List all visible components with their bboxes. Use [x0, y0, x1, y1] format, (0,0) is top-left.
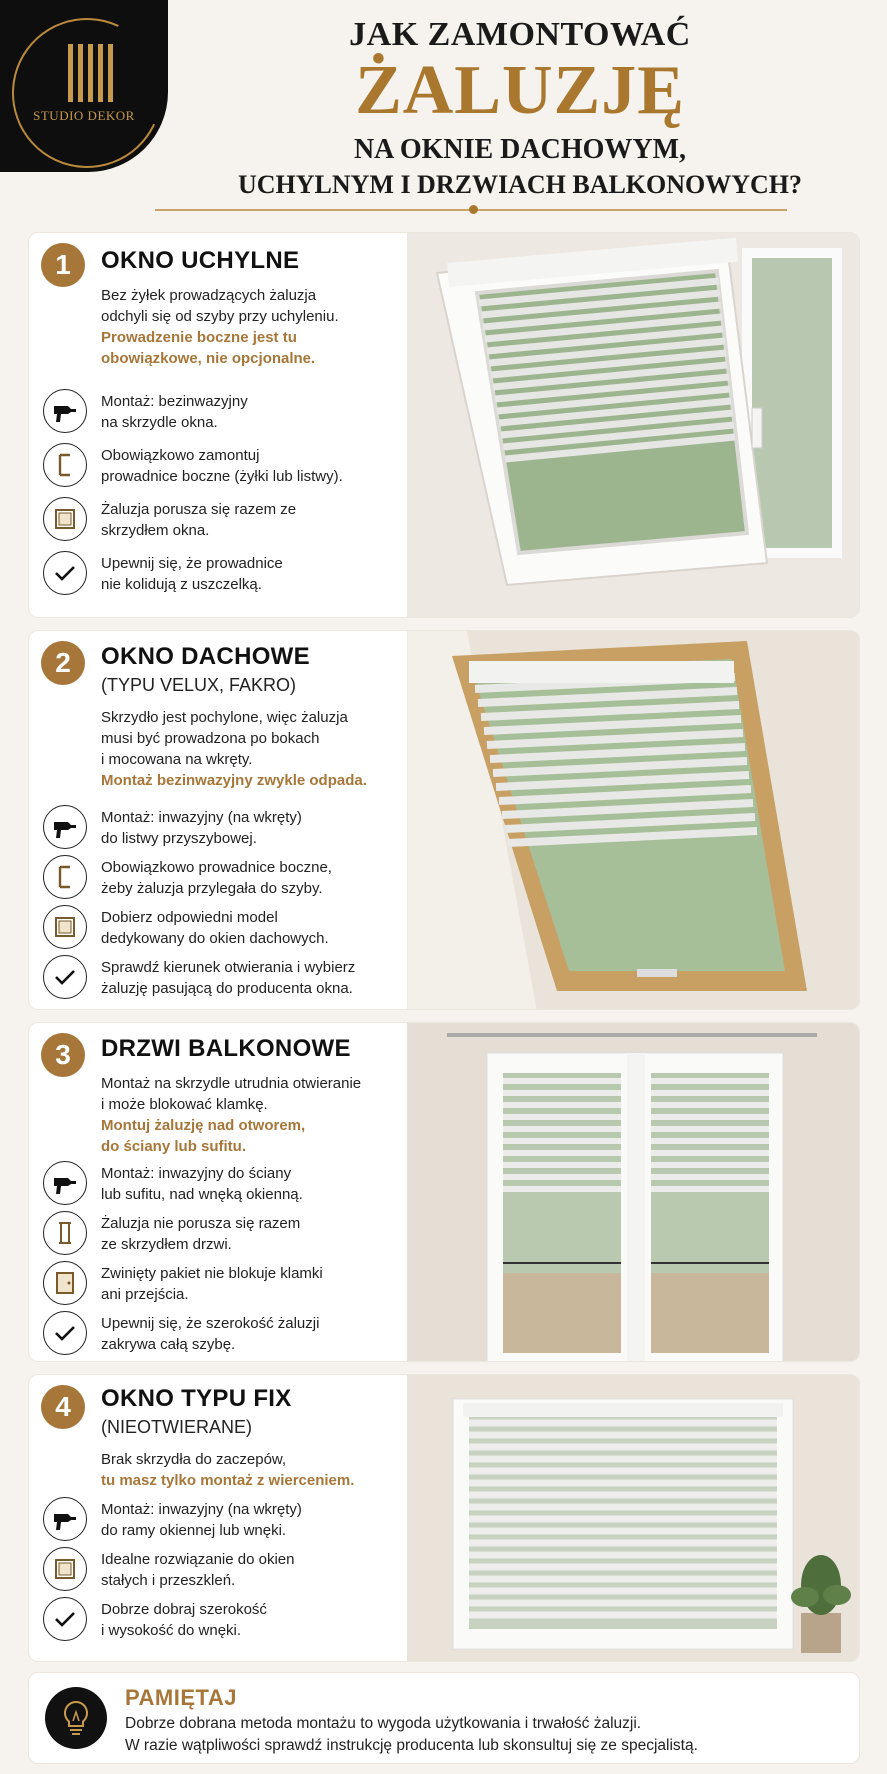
bullet-text: do ramy okiennej lub wnęki. — [101, 1522, 287, 1539]
section-card-3 — [28, 1022, 860, 1362]
highlight-line: obowiązkowe, nie opcjonalne. — [101, 350, 316, 367]
brand-name: STUDIO DEKOR — [33, 108, 135, 123]
remember-title: PAMIĘTAJ — [125, 1685, 237, 1710]
desc-line: odchyli się od szyby przy uchyleniu. — [101, 308, 339, 325]
highlight-line: Montaż bezinwazyjny zwykle odpada. — [101, 772, 367, 789]
bullet-item — [43, 853, 403, 901]
balcony-door-illustration — [407, 1023, 859, 1361]
bullet-item — [43, 1209, 403, 1257]
bullet-text: zakrywa całą szybę. — [101, 1336, 236, 1353]
bullet-text: Dobrze dobraj szerokość — [101, 1601, 267, 1618]
bullet-item — [43, 549, 403, 597]
bullet-text: Dobierz odpowiedni model — [101, 909, 278, 926]
bullet-item — [43, 1309, 403, 1357]
bullet-text: ani przejścia. — [101, 1286, 189, 1303]
section-heading: OKNO UCHYLNE — [101, 247, 300, 274]
drill-icon — [43, 389, 87, 433]
bullet-item — [43, 1495, 403, 1543]
bullet-text: Obowiązkowo prowadnice boczne, — [101, 859, 332, 876]
title-line-1: JAK ZAMONTOWAĆ — [349, 16, 691, 53]
bullet-text: Sprawdź kierunek otwierania i wybierz — [101, 959, 356, 976]
bullet-text: ze skrzydłem drzwi. — [101, 1236, 232, 1253]
desc-line: i może blokować klamkę. — [101, 1096, 268, 1113]
door-icon — [43, 1261, 87, 1305]
section-number: 1 — [41, 243, 85, 287]
highlight-line: tu masz tylko montaż z wierceniem. — [101, 1472, 355, 1489]
window-icon — [43, 1547, 87, 1591]
bullet-text: Montaż: inwazyjny do ściany — [101, 1165, 292, 1182]
bullet-text: i wysokość do wnęki. — [101, 1622, 242, 1639]
section-heading: DRZWI BALKONOWE — [101, 1035, 351, 1062]
bullet-text: Zwinięty pakiet nie blokuje klamki — [101, 1265, 323, 1282]
bullet-text: Obowiązkowo zamontuj — [101, 447, 260, 464]
lightbulb-icon — [45, 1687, 107, 1749]
highlight-line: Montuj żaluzję nad otworem, — [101, 1117, 306, 1134]
side-guide-icon — [43, 443, 87, 487]
bullet-item — [43, 1259, 403, 1307]
tilt-window-illustration — [407, 233, 859, 617]
section-number: 4 — [41, 1385, 85, 1429]
bullet-text: skrzydłem okna. — [101, 522, 210, 539]
brand-logo — [0, 0, 168, 172]
bullet-item — [43, 903, 403, 951]
drill-icon — [43, 1161, 87, 1205]
side-guide-icon — [43, 855, 87, 899]
highlight-line: do ściany lub sufitu. — [101, 1138, 247, 1155]
desc-line: Skrzydło jest pochylone, więc żaluzja — [101, 709, 348, 726]
drill-icon — [43, 1497, 87, 1541]
bullet-item — [43, 803, 403, 851]
check-icon — [43, 551, 87, 595]
section-heading: OKNO TYPU FIX — [101, 1385, 292, 1412]
desc-line: i mocowana na wkręty. — [101, 751, 253, 768]
bullet-text: nie kolidują z uszczelką. — [101, 576, 262, 593]
section-number: 2 — [41, 641, 85, 685]
title-line-3: NA OKNIE DACHOWYM, — [353, 134, 687, 165]
title-line-2: ŻALUZJĘ — [355, 52, 685, 129]
side-guide-icon — [43, 1211, 87, 1255]
window-icon — [43, 497, 87, 541]
remember-line-1: Dobrze dobrana metoda montażu to wygoda użytkowania i trwałość żaluzji. — [125, 1715, 642, 1732]
desc-line: Brak skrzydła do zaczepów, — [101, 1451, 287, 1468]
bullet-text: dedykowany do okien dachowych. — [101, 930, 329, 947]
bullet-text: żaluzję pasującą do producenta okna. — [101, 980, 353, 997]
bullet-text: stałych i przeszkleń. — [101, 1572, 236, 1589]
section-subheading: (NIEOTWIERANE) — [101, 1417, 252, 1437]
bullet-text: Żaluzja nie porusza się razem — [101, 1215, 301, 1232]
section-number: 3 — [41, 1033, 85, 1077]
bullet-item — [43, 495, 403, 543]
section-card-1 — [28, 232, 860, 618]
page-title — [180, 14, 860, 202]
bullet-text: żeby żaluzja przylegała do szyby. — [101, 880, 323, 897]
bullet-text: Upewnij się, że szerokość żaluzji — [101, 1315, 320, 1332]
check-icon — [43, 1597, 87, 1641]
bullet-item — [43, 1595, 403, 1643]
logo-blinds-icon — [68, 44, 116, 102]
section-description — [101, 1073, 401, 1157]
title-line-4: UCHYLNYM I DRZWIACH BALKONOWYCH? — [237, 170, 803, 199]
bullet-text: prowadnice boczne (żyłki lub listwy). — [101, 468, 343, 485]
bullet-item — [43, 387, 403, 435]
check-icon — [43, 1311, 87, 1355]
bullet-item — [43, 1545, 403, 1593]
section-description — [101, 707, 401, 791]
title-divider-dot — [469, 205, 478, 214]
remember-line-2: W razie wątpliwości sprawdź instrukcję producenta lub skonsultuj się ze specjalistą. — [125, 1737, 698, 1754]
bullet-item — [43, 441, 403, 489]
desc-line: Bez żyłek prowadzących żaluzja — [101, 287, 317, 304]
bullet-text: Montaż: bezinwazyjny — [101, 393, 248, 410]
remember-box — [28, 1672, 860, 1764]
fixed-window-illustration — [407, 1375, 859, 1661]
section-subheading: (TYPU VELUX, FAKRO) — [101, 675, 297, 695]
bullet-text: Montaż: inwazyjny (na wkręty) — [101, 1501, 302, 1518]
bullet-text: Montaż: inwazyjny (na wkręty) — [101, 809, 302, 826]
section-heading: OKNO DACHOWE — [101, 643, 310, 670]
bullet-text: na skrzydle okna. — [101, 414, 218, 431]
section-description — [101, 285, 401, 369]
window-icon — [43, 905, 87, 949]
section-card-2 — [28, 630, 860, 1010]
roof-window-illustration — [407, 631, 859, 1009]
bullet-text: Upewnij się, że prowadnice — [101, 555, 283, 572]
bullet-text: lub sufitu, nad wnęką okienną. — [101, 1186, 303, 1203]
bullet-text: Idealne rozwiązanie do okien — [101, 1551, 295, 1568]
drill-icon — [43, 805, 87, 849]
bullet-item — [43, 1159, 403, 1207]
check-icon — [43, 955, 87, 999]
section-description — [101, 1449, 401, 1491]
bullet-item — [43, 953, 403, 1001]
bullet-text: Żaluzja porusza się razem ze — [101, 501, 297, 518]
highlight-line: Prowadzenie boczne jest tu — [101, 329, 297, 346]
section-card-4 — [28, 1374, 860, 1662]
desc-line: musi być prowadzona po bokach — [101, 730, 320, 747]
desc-line: Montaż na skrzydle utrudnia otwieranie — [101, 1075, 362, 1092]
bullet-text: do listwy przyszybowej. — [101, 830, 257, 847]
